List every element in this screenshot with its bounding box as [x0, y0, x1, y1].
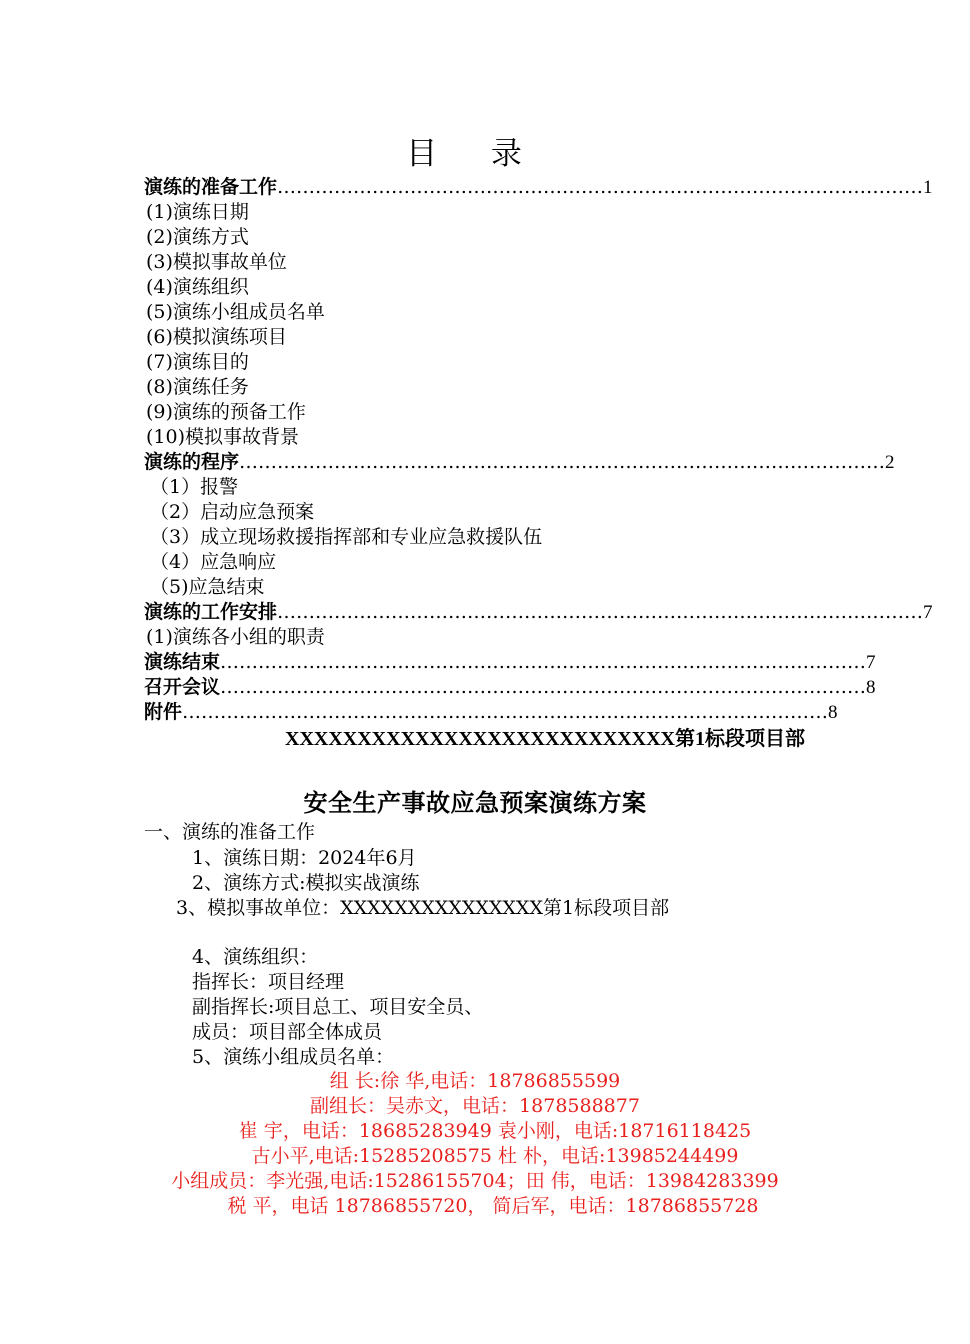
- toc-subitem[interactable]: (3)模拟事故单位: [146, 251, 287, 273]
- toc-page-number: 2: [885, 452, 895, 473]
- toc-page-number: 8: [828, 702, 838, 723]
- drill-date-line: 1、演练日期：2024年6月: [192, 847, 417, 869]
- toc-leader-dots: …………………………………………………………………………………………: [220, 676, 867, 698]
- toc-subitem[interactable]: （2）启动应急预案: [150, 501, 315, 523]
- toc-leader-dots: …………………………………………………………………………………………: [220, 651, 867, 673]
- toc-leader-dots: …………………………………………………………………………………………: [277, 176, 924, 198]
- toc-subitem[interactable]: (10)模拟事故背景: [146, 426, 300, 448]
- toc-page-number: 1: [923, 177, 933, 198]
- roster-line: 古小平,电话:15285208575 杜 朴，电话:13985244499: [251, 1145, 739, 1167]
- toc-section-entry[interactable]: [144, 450, 895, 475]
- toc-subitem[interactable]: (2)演练方式: [146, 226, 249, 248]
- project-department-signature: XXXXXXXXXXXXXXXXXXXXXXXXXXX第1标段项目部: [285, 728, 805, 750]
- toc-leader-dots: …………………………………………………………………………………………: [277, 601, 924, 623]
- toc-page-number: 7: [923, 602, 933, 623]
- roster-line: 崔 宇，电话：18685283949 袁小刚，电话:18716118425: [238, 1120, 752, 1142]
- toc-title: 目 录: [406, 136, 544, 172]
- section-heading-preparation: 一、演练的准备工作: [144, 821, 316, 843]
- toc-section-entry[interactable]: [144, 675, 876, 700]
- toc-subitem[interactable]: (6)模拟演练项目: [146, 326, 287, 348]
- drill-organization-line: 4、演练组织：: [192, 946, 319, 968]
- toc-subitem[interactable]: （4）应急响应: [150, 551, 277, 573]
- toc-section-entry[interactable]: [144, 650, 876, 675]
- toc-subitem[interactable]: (9)演练的预备工作: [146, 401, 306, 423]
- table-of-contents: [144, 175, 933, 725]
- roster-line: 税 平，电话 18786855720， 简后军，电话：18786855728: [227, 1195, 759, 1217]
- toc-section-entry[interactable]: [144, 600, 933, 625]
- toc-section-label: 演练的程序: [144, 451, 240, 473]
- commander-line: 指挥长：项目经理: [192, 971, 345, 993]
- drill-mode-line: 2、演练方式:模拟实战演练: [192, 872, 420, 894]
- roster-title-line: 5、演练小组成员名单：: [192, 1046, 395, 1068]
- toc-page-number: 7: [866, 652, 876, 673]
- toc-subitem[interactable]: (4)演练组织: [146, 276, 249, 298]
- toc-subitem[interactable]: （1）报警: [150, 476, 239, 498]
- roster-line: 小组成员：李光强,电话:15286155704；田 伟，电话：13984283399: [171, 1170, 779, 1192]
- toc-subitem[interactable]: (1)演练日期: [146, 201, 249, 223]
- toc-leader-dots: …………………………………………………………………………………………: [182, 701, 829, 723]
- toc-section-label: 演练的工作安排: [144, 601, 278, 623]
- roster-line: 组 长:徐 华,电话：18786855599: [329, 1070, 621, 1092]
- accident-unit-line: 3、模拟事故单位：XXXXXXXXXXXXXXX第1标段项目部: [176, 897, 670, 919]
- vice-commander-line: 副指挥长:项目总工、项目安全员、: [192, 996, 484, 1018]
- toc-leader-dots: …………………………………………………………………………………………: [239, 451, 886, 473]
- toc-subitem[interactable]: (1)演练各小组的职责: [146, 626, 325, 648]
- toc-subitem[interactable]: (8)演练任务: [146, 376, 249, 398]
- toc-section-entry[interactable]: [144, 175, 933, 200]
- document-title: 安全生产事故应急预案演练方案: [303, 788, 647, 817]
- toc-section-label: 附件: [144, 701, 183, 723]
- toc-page-number: 8: [866, 677, 876, 698]
- toc-section-label: 演练结束: [144, 651, 221, 673]
- toc-subitem[interactable]: （5)应急结束: [150, 576, 265, 598]
- roster-line: 副组长：吴赤文，电话：1878588877: [310, 1095, 640, 1117]
- toc-section-label: 演练的准备工作: [144, 176, 278, 198]
- toc-subitem[interactable]: （3）成立现场救援指挥部和专业应急救援队伍: [150, 526, 543, 548]
- toc-subitem[interactable]: (7)演练目的: [146, 351, 249, 373]
- toc-subitem[interactable]: (5)演练小组成员名单: [146, 301, 325, 323]
- members-line: 成员：项目部全体成员: [192, 1021, 383, 1043]
- toc-section-label: 召开会议: [144, 676, 221, 698]
